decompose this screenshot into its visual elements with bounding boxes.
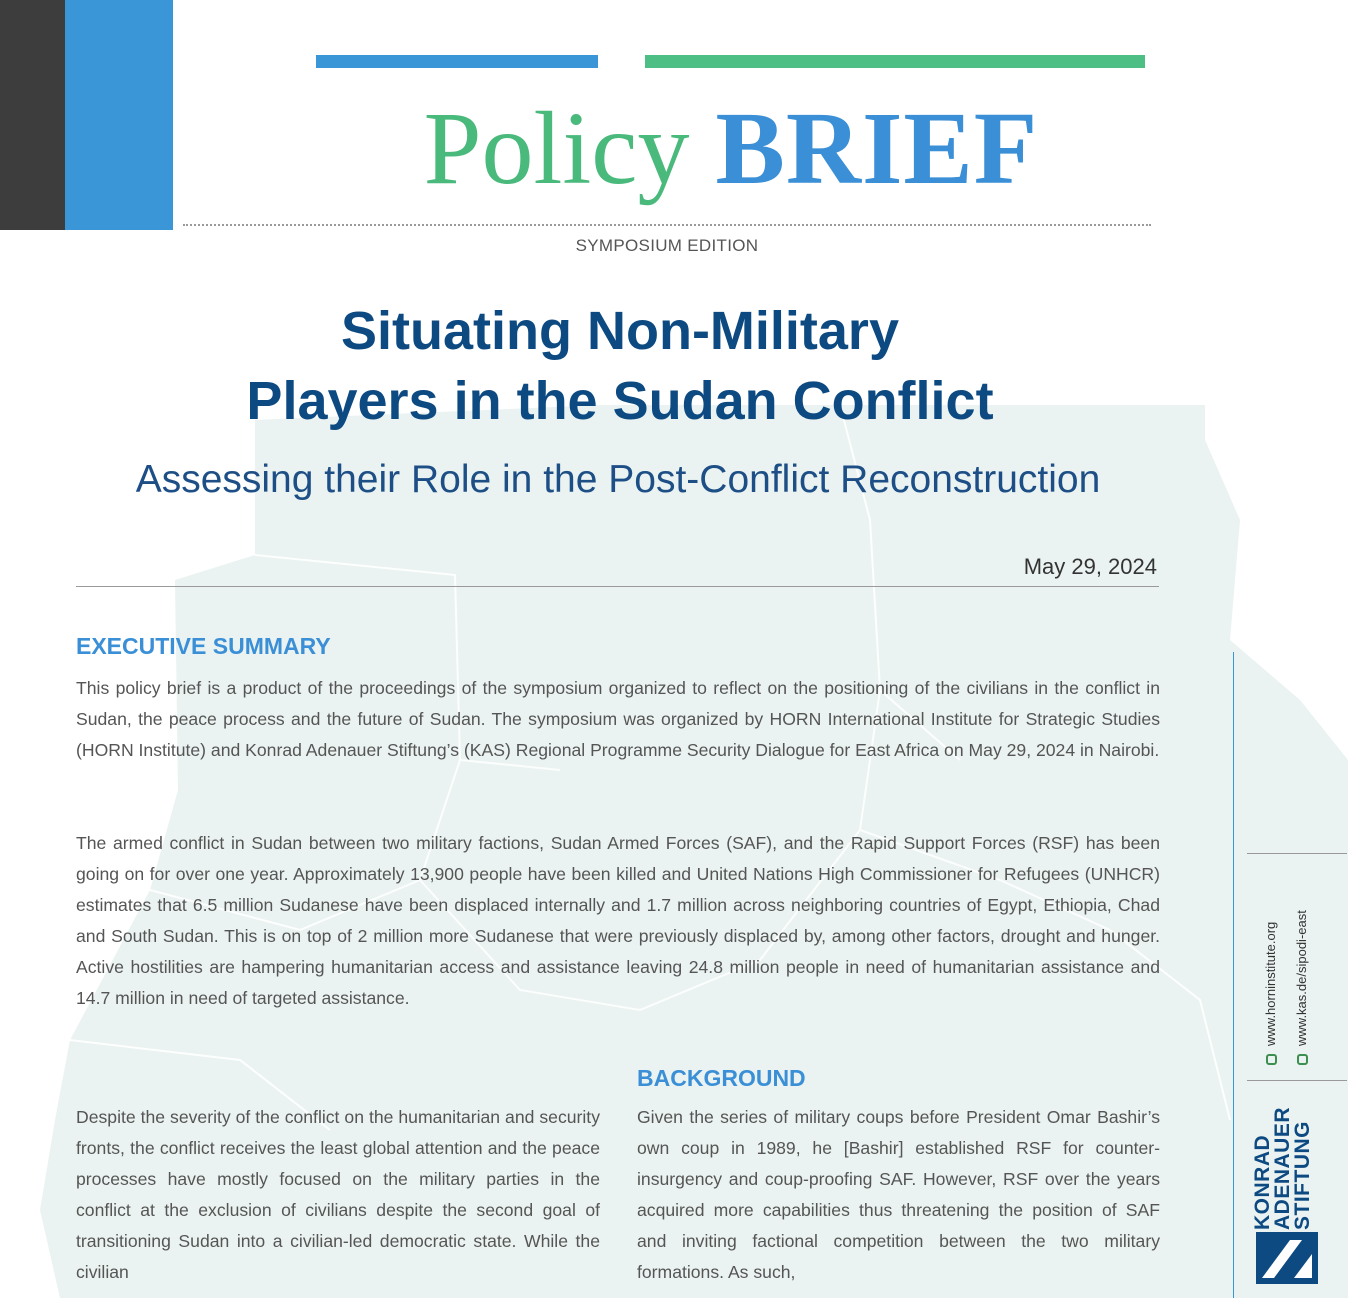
executive-summary-heading: EXECUTIVE SUMMARY (76, 633, 331, 659)
document-subtitle: Assessing their Role in the Post-Conflict Reconstruction (135, 458, 1101, 501)
web-link-icon (1266, 1054, 1277, 1065)
edition-label: SYMPOSIUM EDITION (575, 236, 759, 255)
document-title (0, 296, 1240, 436)
masthead-dotted-rule (183, 224, 1151, 226)
sidebar-url-kas[interactable] (1294, 865, 1314, 1065)
header-dark-block (0, 0, 65, 230)
header-blue-block (65, 0, 173, 230)
publication-date: May 29, 2024 (1023, 554, 1157, 579)
left-column-paragraph: Despite the severity of the conflict on the humanitarian and security fronts, the conflict receives the least global attention and the peace processes have mostly focused on the military parties in the conflict at the exclusion of civilians despite the second goal of transitioning Sudan into a civilian-led democratic state. While the civilian (76, 1107, 600, 1282)
date-rule (76, 586, 1159, 587)
url-kas-text: www.kas.de/sipodi-east (1294, 910, 1309, 1046)
kas-logo-icon (1256, 1232, 1318, 1284)
title-line-1: Situating Non-Military (341, 301, 899, 361)
kas-logo-line-2: ADENAUER (1271, 1106, 1294, 1230)
sidebar-rule-top (1247, 853, 1347, 854)
kas-logo-line-1: KONRAD (1251, 1134, 1274, 1230)
background-paragraph: Given the series of military coups before President Omar Bashir’s own coup in 1989, he [Bashir] established RSF for counter-insurgency and coup-proofing SAF. However, RSF over the years acquired more capabilities thus threatening the position of SAF and inviting factional competition between the two military formations. As such, (637, 1107, 1160, 1282)
masthead (316, 91, 1146, 206)
header-blue-bar (316, 55, 598, 68)
url-horn-text: www.horninstitute.org (1263, 921, 1278, 1046)
masthead-word-brief: BRIEF (715, 91, 1039, 206)
web-link-icon (1297, 1054, 1308, 1065)
header-green-bar (645, 55, 1145, 68)
title-line-2: Players in the Sudan Conflict (246, 371, 994, 431)
sidebar-vertical-rule (1233, 652, 1234, 1298)
kas-logo-wordmark (1253, 1070, 1323, 1230)
kas-logo-line-3: STIFTUNG (1291, 1121, 1314, 1230)
masthead-word-policy: Policy (423, 91, 690, 206)
executive-summary-paragraph-1: This policy brief is a product of the proceedings of the symposium organized to reflect on the positioning of the civilians in the conflict in Sudan, the peace process and the future of Sudan. The symposium was organized by HORN International Institute for Strategic Studies (HORN Institute) and Konrad Adenauer Stiftung’s (KAS) Regional Programme Security Dialogue for East Africa on May 29, 2024 in Nairobi. (76, 678, 1160, 760)
sidebar-url-horn[interactable] (1263, 865, 1283, 1065)
executive-summary-paragraph-2: The armed conflict in Sudan between two military factions, Sudan Armed Forces (SAF), and the Rapid Support Forces (RSF) has been going on for over one year. Approximately 13,900 people have been killed and United Nations High Commissioner for Refugees (UNHCR) estimates that 6.5 million Sudanese have been displaced internally and 1.7 million across neighboring countries of Egypt, Ethiopia, Chad and South Sudan. This is on top of 2 million more Sudanese that were previously displaced by, among other factors, drought and hunger. Active hostilities are hampering humanitarian access and assistance leaving 24.8 million people in need of humanitarian assistance and 14.7 million in need of targeted assistance. (76, 833, 1160, 1008)
background-heading: BACKGROUND (637, 1065, 806, 1091)
